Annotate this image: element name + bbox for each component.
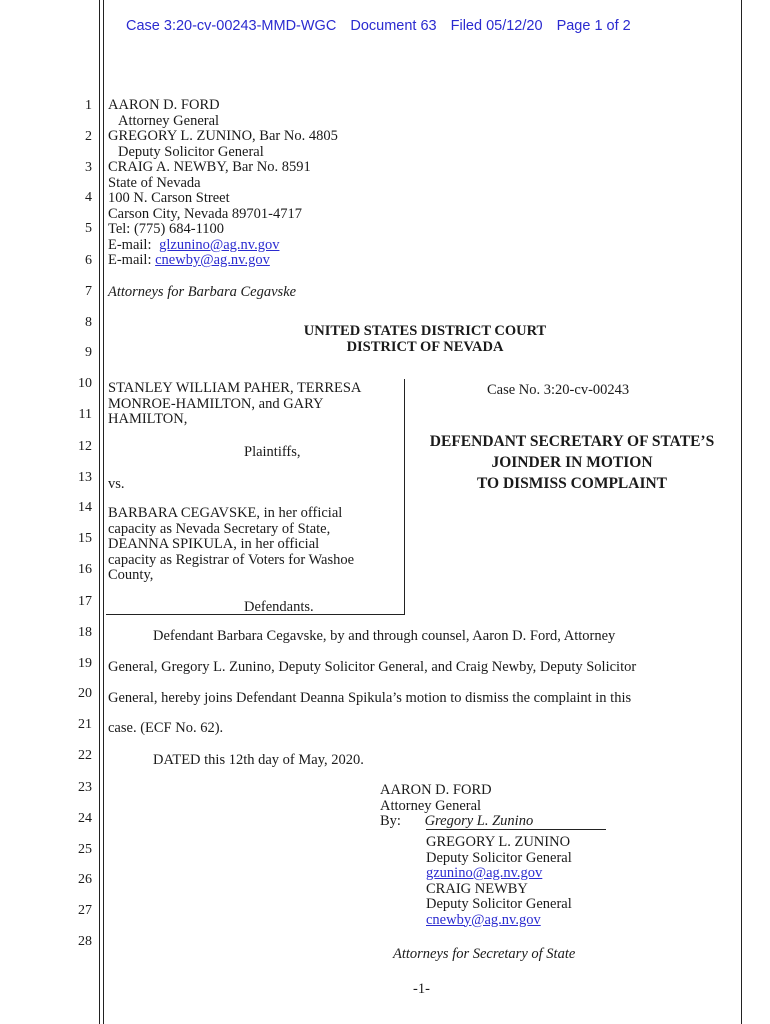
signer-1-name: GREGORY L. ZUNINO (426, 834, 571, 850)
counsel-line: GREGORY L. ZUNINO, Bar No. 4805 (108, 128, 338, 144)
line-number: 5 (85, 221, 92, 236)
body-line-20: General, hereby joins Defendant Deanna Spikula’s motion to dismiss the complaint in this (108, 690, 632, 706)
document-title (406, 431, 738, 494)
counsel-block (108, 98, 338, 269)
counsel-line: CRAIG A. NEWBY, Bar No. 8591 (108, 159, 311, 175)
counsel-line: Attorney General (118, 112, 220, 129)
body-line-21: case. (ECF No. 62). (108, 720, 224, 736)
email-label: E-mail: (108, 236, 152, 253)
line-number: 27 (78, 903, 92, 918)
signature-header (380, 783, 533, 830)
email-link-newby[interactable]: cnewby@ag.nv.gov (155, 252, 270, 268)
page-number: -1- (413, 981, 430, 997)
line-number: 7 (85, 284, 92, 299)
counsel-line: AARON D. FORD (108, 97, 220, 113)
line-number: 17 (78, 594, 92, 609)
defendants-line: capacity as Nevada Secretary of State, (108, 520, 331, 537)
line-number: 18 (78, 625, 92, 640)
attorneys-for-cegavske: Attorneys for Barbara Cegavske (108, 284, 297, 300)
defendants-line: DEANNA SPIKULA, in her official (108, 536, 320, 552)
defendants-line: County, (108, 567, 154, 583)
line-number: 3 (85, 160, 92, 175)
line-number: 15 (78, 531, 92, 546)
counsel-line: Deputy Solicitor General (118, 143, 264, 160)
caption-defendants (108, 506, 354, 584)
title-line: TO DISMISS COMPLAINT (476, 475, 668, 492)
plaintiffs-line: HAMILTON, (108, 411, 188, 427)
plaintiffs-line: MONROE-HAMILTON, and GARY (108, 395, 324, 412)
title-line: JOINDER IN MOTION (491, 454, 653, 471)
counsel-line: Carson City, Nevada 89701-4717 (108, 205, 302, 222)
line-number: 22 (78, 748, 92, 763)
defendants-line: capacity as Registrar of Voters for Washoe (108, 551, 355, 568)
line-number: 24 (78, 811, 92, 826)
document-header (126, 18, 641, 34)
signer-2-title: Deputy Solicitor General (426, 896, 572, 912)
line-number: 14 (78, 500, 92, 515)
defendants-label: Defendants. (244, 599, 314, 615)
by-label: By: (380, 813, 401, 829)
line-number: 12 (78, 439, 92, 454)
court-district: DISTRICT OF NEVADA (346, 338, 504, 355)
court-name: UNITED STATES DISTRICT COURT (303, 323, 547, 339)
line-number: 11 (78, 407, 92, 422)
line-number: 16 (78, 562, 92, 577)
line-number: 10 (78, 376, 92, 391)
line-number: 1 (85, 98, 92, 113)
signature-by-row (380, 814, 533, 830)
line-number: 21 (78, 717, 92, 732)
case-number: Case No. 3:20-cv-00243 (487, 382, 630, 398)
header-document: Document 63 (350, 18, 437, 34)
line-number: 26 (78, 872, 92, 887)
counsel-line: Tel: (775) 684-1100 (108, 221, 225, 237)
line-number: 23 (78, 780, 92, 795)
title-line: DEFENDANT SECRETARY OF STATE’S (429, 433, 715, 450)
left-margin-rule-1 (99, 0, 100, 1024)
signature-line (426, 829, 606, 830)
header-page: Page 1 of 2 (556, 18, 631, 34)
right-margin-rule (741, 0, 742, 1024)
signer-2-email[interactable]: cnewby@ag.nv.gov (426, 911, 541, 928)
line-number: 13 (78, 470, 92, 485)
vs-label: vs. (108, 476, 125, 492)
email-label: E-mail: (108, 252, 152, 268)
line-number: 6 (85, 253, 92, 268)
signature-details (426, 835, 572, 928)
plaintiffs-label: Plaintiffs, (244, 444, 301, 460)
header-filed: Filed 05/12/20 (450, 18, 543, 34)
header-case: Case 3:20-cv-00243-MMD-WGC (126, 18, 337, 34)
signature-title: Attorney General (380, 797, 482, 814)
line-number: 25 (78, 842, 92, 857)
body-line-18: Defendant Barbara Cegavske, by and through counsel, Aaron D. Ford, Attorney (153, 628, 616, 644)
signer-1-email[interactable]: gzunino@ag.nv.gov (426, 865, 543, 881)
email-row-1 (108, 238, 338, 254)
line-number: 20 (78, 686, 92, 701)
signer-1-title: Deputy Solicitor General (426, 849, 572, 866)
email-link-zunino[interactable]: glzunino@ag.nv.gov (159, 236, 280, 253)
line-number: 8 (85, 315, 92, 330)
signer-2-name: CRAIG NEWBY (426, 880, 528, 897)
counsel-line: State of Nevada (108, 174, 201, 191)
body-line-19: General, Gregory L. Zunino, Deputy Solicitor General, and Craig Newby, Deputy Solicitor (108, 659, 637, 675)
counsel-line: 100 N. Carson Street (108, 190, 230, 206)
court-name-block (260, 324, 590, 355)
email-row-2 (108, 253, 338, 269)
left-margin-rule-2 (103, 0, 104, 1024)
signature-name: AARON D. FORD (380, 782, 492, 798)
line-number: 9 (85, 345, 92, 360)
attorneys-for-secretary: Attorneys for Secretary of State (393, 946, 576, 962)
electronic-signature: Gregory L. Zunino (424, 813, 534, 829)
caption-plaintiffs (108, 381, 361, 428)
line-number: 2 (85, 129, 92, 144)
line-number: 19 (78, 656, 92, 671)
dated-line: DATED this 12th day of May, 2020. (153, 752, 364, 768)
line-number: 4 (85, 190, 92, 205)
line-number: 28 (78, 934, 92, 949)
defendants-line: BARBARA CEGAVSKE, in her official (108, 505, 343, 521)
plaintiffs-line: STANLEY WILLIAM PAHER, TERRESA (108, 380, 362, 396)
